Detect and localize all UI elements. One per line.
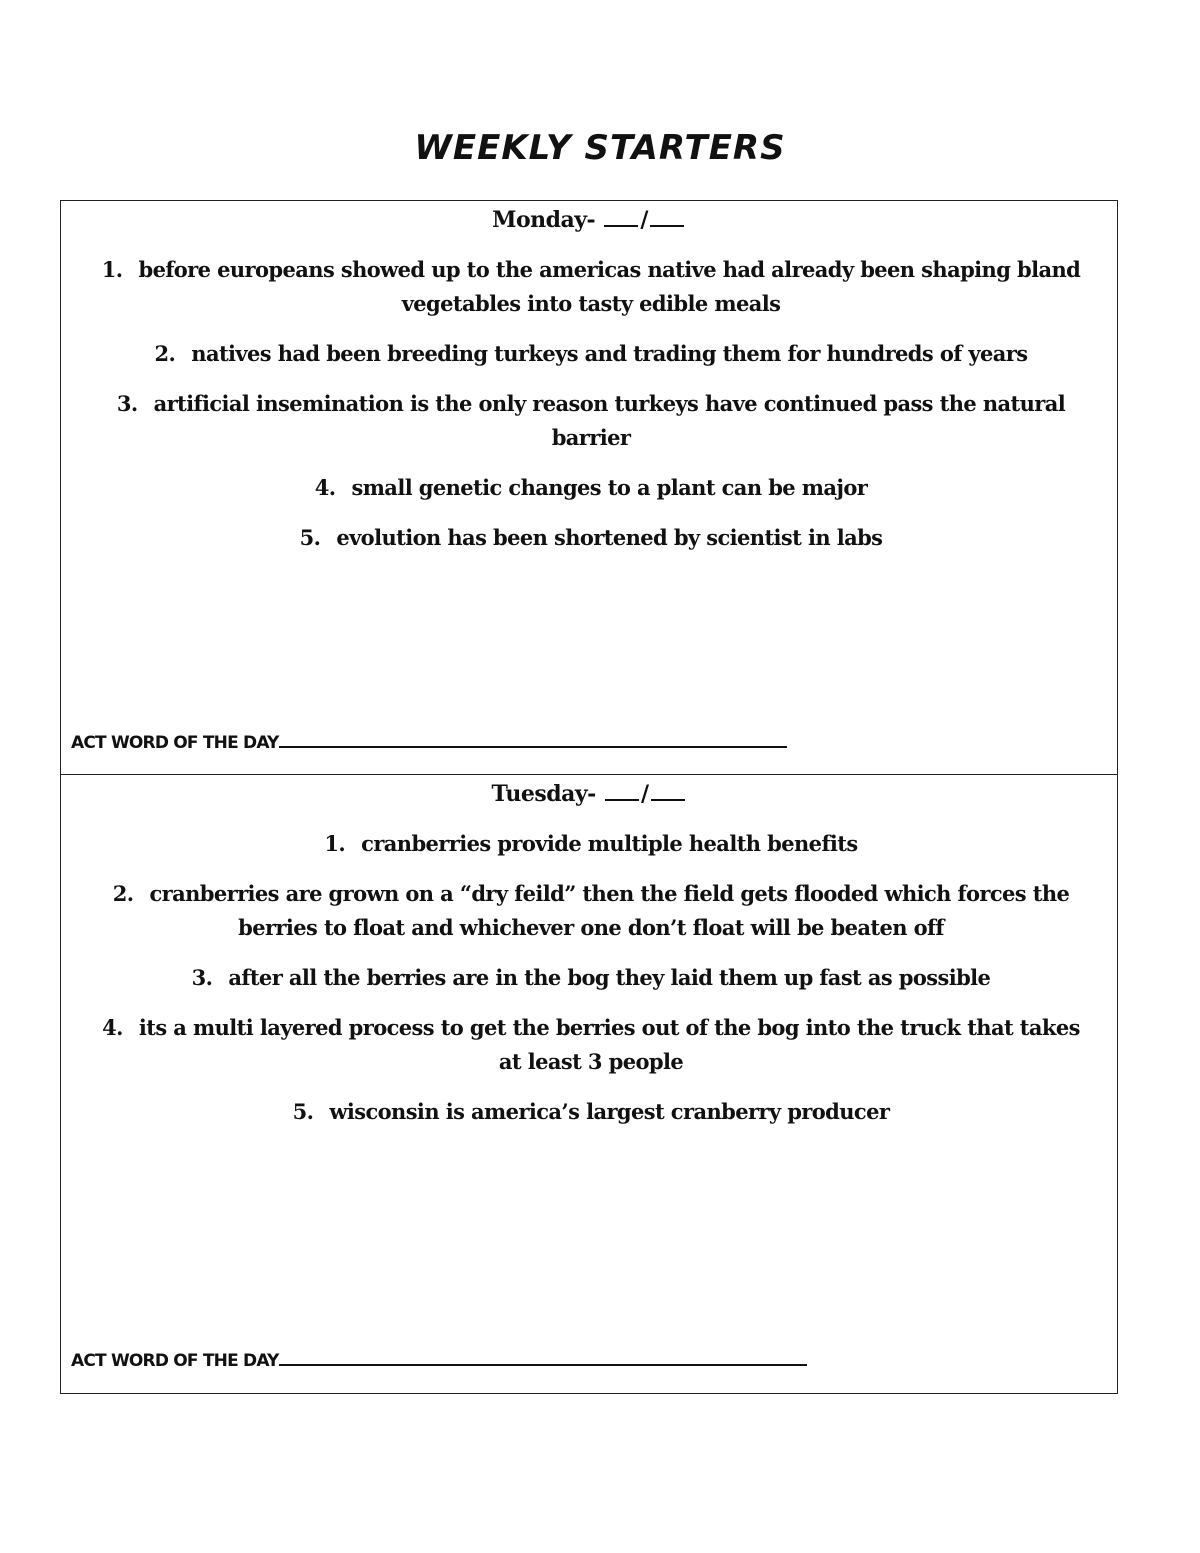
word-of-the-day (71, 733, 787, 753)
item-number: 2. (154, 341, 176, 366)
item-text: its a multi layered process to get the berries out of the bog into the truck that takes at least 3 people (138, 1015, 1080, 1074)
item-number: 5. (292, 1099, 314, 1124)
word-of-the-day (71, 1351, 807, 1371)
list-item (101, 521, 1081, 555)
item-number: 4. (314, 475, 336, 500)
list-item (101, 1095, 1081, 1129)
item-number: 1. (324, 831, 346, 856)
item-number: 2. (112, 881, 134, 906)
day-blank (651, 798, 685, 801)
list-item (101, 961, 1081, 995)
item-text: artificial insemination is the only reason turkeys have continued pass the natural barrier (153, 391, 1066, 450)
month-blank (605, 798, 639, 801)
item-text: after all the berries are in the bog they laid them up fast as possible (228, 965, 991, 990)
list-item (101, 471, 1081, 505)
list-item (101, 877, 1081, 945)
monday-section (60, 200, 1118, 775)
item-text: cranberries are grown on a “dry feild” then the field gets flooded which forces the berries to float and whichever one don’t float will be beaten off (149, 881, 1070, 940)
starter-list (101, 253, 1081, 571)
day-label: Tuesday- (491, 781, 596, 807)
word-of-the-day-blank (279, 1363, 807, 1366)
item-text: wisconsin is america’s largest cranberry producer (329, 1099, 890, 1124)
item-text: natives had been breeding turkeys and trading them for hundreds of years (191, 341, 1028, 366)
word-of-the-day-blank (279, 745, 787, 748)
list-item (101, 253, 1081, 321)
item-number: 1. (101, 257, 123, 282)
day-heading (61, 781, 1117, 807)
item-text: cranberries provide multiple health benefits (361, 831, 858, 856)
list-item (101, 1011, 1081, 1079)
day-blank (650, 224, 684, 227)
item-number: 4. (102, 1015, 123, 1040)
day-label: Monday- (492, 207, 596, 233)
item-number: 5. (299, 525, 321, 550)
list-item (101, 337, 1081, 371)
item-number: 3. (191, 965, 213, 990)
date-separator: / (640, 207, 648, 233)
tuesday-section (60, 774, 1118, 1394)
list-item (101, 387, 1081, 455)
item-text: evolution has been shortened by scientist in labs (336, 525, 883, 550)
starter-list (101, 827, 1081, 1145)
word-of-the-day-label: ACT WORD OF THE DAY (71, 1351, 279, 1371)
item-number: 3. (116, 391, 138, 416)
item-text: small genetic changes to a plant can be major (351, 475, 868, 500)
page-title: WEEKLY STARTERS (414, 128, 786, 168)
list-item (101, 827, 1081, 861)
month-blank (604, 224, 638, 227)
date-separator: / (640, 781, 649, 807)
word-of-the-day-label: ACT WORD OF THE DAY (71, 733, 279, 753)
item-text: before europeans showed up to the americas native had already been shaping bland vegetables into tasty edible meals (138, 257, 1081, 316)
day-heading (61, 207, 1117, 233)
